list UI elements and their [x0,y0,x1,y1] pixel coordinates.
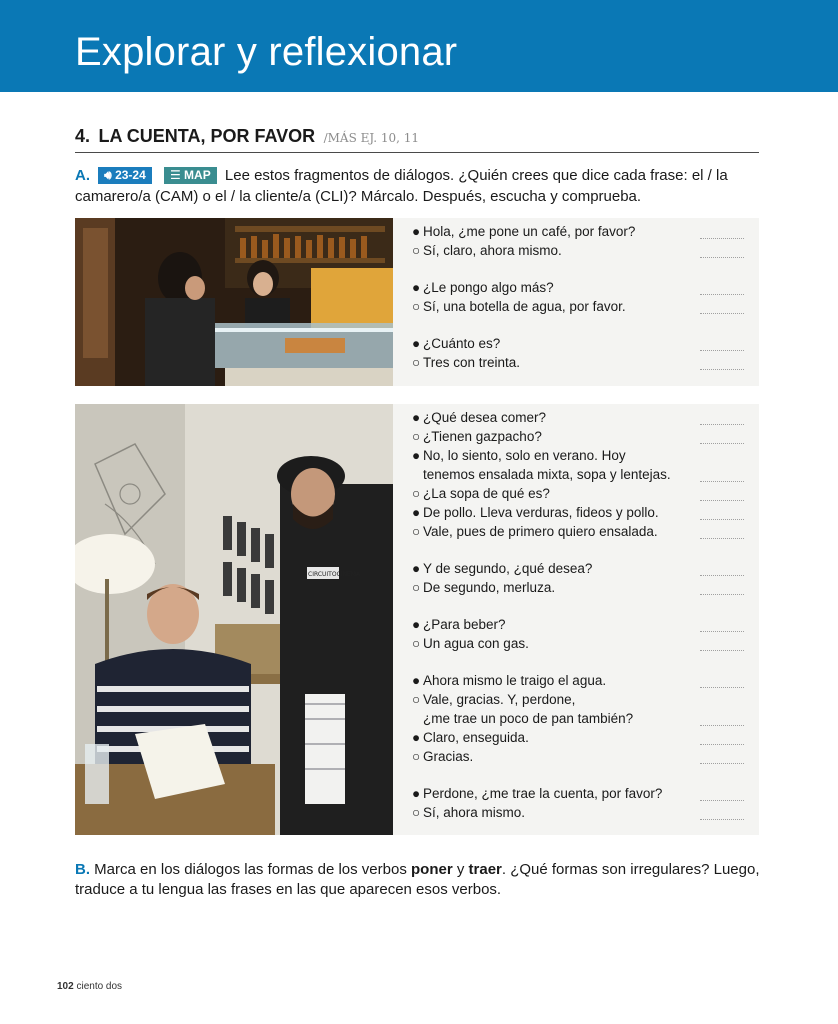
answer-blank[interactable] [700,744,744,745]
dialog-line [412,278,752,297]
dialog-line [412,615,752,634]
line-marker: ● [412,336,421,351]
instruction-b-text-1: Marca en los diálogos las formas de los verbos [94,861,411,878]
dialog-line [412,222,752,241]
dialog-line [412,803,752,822]
answer-blank[interactable] [700,424,744,425]
dialog-line [412,241,752,260]
answer-blank[interactable] [700,800,744,801]
page-number-words: ciento dos [76,981,123,992]
line-marker: ● [412,280,421,295]
line-text: Claro, enseguida. [423,730,529,745]
cafe-counter-photo [75,218,393,386]
line-marker: ○ [412,749,421,764]
instruction-a [75,165,765,207]
line-text: ¿La sopa de qué es? [423,486,550,501]
dialog-line [412,465,752,484]
answer-blank[interactable] [700,763,744,764]
answer-blank[interactable] [700,443,744,444]
instruction-b-text-2: y [452,861,469,878]
line-marker: ○ [412,805,421,820]
line-text: Y de segundo, ¿qué desea? [423,561,593,576]
line-text: Ahora mismo le traigo el agua. [423,673,607,688]
line-text: Sí, claro, ahora mismo. [423,243,562,258]
line-marker: ● [412,224,421,239]
line-text: Vale, pues de primero quiero ensalada. [423,524,658,539]
line-marker: ○ [412,486,421,501]
page-footer [57,981,122,992]
answer-blank[interactable] [700,519,744,520]
line-text: ¿Para beber? [423,617,506,632]
map-label: MAP [184,168,211,182]
line-marker: ○ [412,636,421,651]
exercise-reference: /MÁS EJ. 10, 11 [323,131,420,145]
answer-blank[interactable] [700,631,744,632]
dialog-line [412,427,752,446]
dialog-line [412,690,752,709]
restaurant-order-photo [75,404,393,835]
dialog-line [412,634,752,653]
line-marker: ○ [412,355,421,370]
line-marker: ○ [412,429,421,444]
dialog-line [412,522,752,541]
dialog-line [412,559,752,578]
line-text: De segundo, merluza. [423,580,556,595]
line-text: Un agua con gas. [423,636,529,651]
menu-icon: ☰ [169,168,185,182]
answer-blank[interactable] [700,257,744,258]
chapter-title: Explorar y reflexionar [75,30,458,74]
dialog-line [412,334,752,353]
instruction-b [75,860,765,900]
line-marker: ● [412,505,421,520]
dialog-line [412,784,752,803]
dialog-line [412,728,752,747]
dialog-line [412,408,752,427]
answer-blank[interactable] [700,481,744,482]
line-marker: ● [412,561,421,576]
dialog-panel-2 [75,404,759,835]
dialog-panel-1 [75,218,759,386]
chapter-header [0,0,838,92]
line-text: ¿Tienen gazpacho? [423,429,542,444]
line-text: ¿me trae un poco de pan también? [423,711,634,726]
answer-blank[interactable] [700,687,744,688]
line-marker: ○ [412,692,421,707]
section-title: LA CUENTA, POR FAVOR [98,126,316,146]
answer-blank[interactable] [700,575,744,576]
answer-blank[interactable] [700,350,744,351]
line-text: ¿Cuánto es? [423,336,501,351]
line-text: Vale, gracias. Y, perdone, [423,692,576,707]
line-text: De pollo. Lleva verduras, fideos y pollo. [423,505,659,520]
line-text: tenemos ensalada mixta, sopa y lentejas. [423,467,671,482]
answer-blank[interactable] [700,650,744,651]
line-text: Tres con treinta. [423,355,521,370]
dialog-line [412,353,752,372]
dialog-line [412,709,752,728]
part-a-letter: A. [75,167,90,184]
section-heading [75,126,759,153]
line-marker: ● [412,617,421,632]
verb-poner: poner [411,861,453,878]
section-number: 4. [75,126,91,146]
shirt-logo-text: CIRCUITOCINEMA [308,571,361,578]
answer-blank[interactable] [700,819,744,820]
dialog-line [412,297,752,316]
line-marker: ● [412,786,421,801]
dialog-line [412,446,752,465]
line-marker: ○ [412,243,421,258]
line-text: ¿Qué desea comer? [423,410,547,425]
answer-blank[interactable] [700,725,744,726]
verb-traer: traer [468,861,502,878]
page-number: 102 [57,981,74,992]
answer-blank[interactable] [700,500,744,501]
line-text: No, lo siento, solo en verano. Hoy [423,448,626,463]
line-text: Sí, ahora mismo. [423,805,526,820]
line-marker: ● [412,730,421,745]
part-b-letter: B. [75,861,90,878]
audio-track-badge[interactable] [98,167,152,184]
answer-blank[interactable] [700,538,744,539]
line-marker: ○ [412,524,421,539]
instruction-b-text-3: . ¿Qué formas son irregulares? Luego, traduce a tu lengua las frases en las que aparecen esos verbos. [75,861,760,898]
answer-blank[interactable] [700,294,744,295]
line-text: Perdone, ¿me trae la cuenta, por favor? [423,786,663,801]
answer-blank[interactable] [700,369,744,370]
line-marker: ● [412,673,421,688]
line-text: ¿Le pongo algo más? [423,280,554,295]
dialog-2 [412,408,752,822]
line-marker: ○ [412,580,421,595]
answer-blank[interactable] [700,313,744,314]
speaker-icon: 🔊︎ [104,168,116,182]
instruction-a-text: Lee estos fragmentos de diálogos. ¿Quién crees que dice cada frase: el / la camarero/a (CAM) o el / la cliente/a (CLI)? Márcalo. Después, escucha y comprueba. [75,167,728,205]
answer-blank[interactable] [700,594,744,595]
line-text: Sí, una botella de agua, por favor. [423,299,626,314]
line-text: Gracias. [423,749,474,764]
dialog-line [412,503,752,522]
dialog-line [412,671,752,690]
map-badge[interactable] [164,167,217,184]
audio-track-label: 23-24 [115,168,146,182]
dialog-1 [412,222,752,372]
line-marker: ○ [412,299,421,314]
dialog-line [412,747,752,766]
dialog-line [412,484,752,503]
line-marker: ● [412,410,421,425]
dialog-line [412,578,752,597]
line-marker: ● [412,448,421,463]
answer-blank[interactable] [700,238,744,239]
line-text: Hola, ¿me pone un café, por favor? [423,224,636,239]
